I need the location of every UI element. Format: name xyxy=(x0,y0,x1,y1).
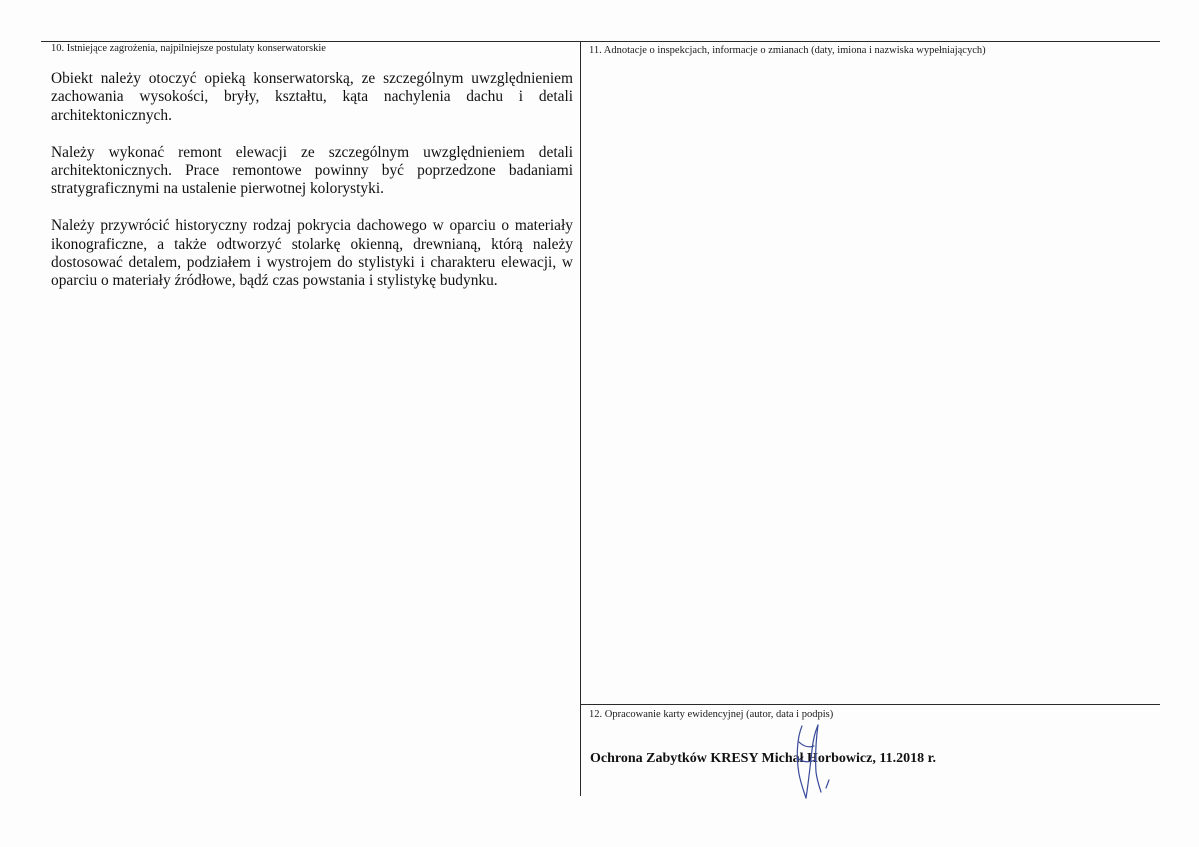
top-border-line xyxy=(41,41,1160,42)
section-10-paragraph-1: Obiekt należy otoczyć opieką konserwatorską, ze szczególnym uwzględnieniem zachowania wysokości, bryły, kształtu, kąta nachylenia dachu i detali architektonicznych. xyxy=(51,70,573,124)
section-10-paragraph-3: Należy przywrócić historyczny rodzaj pokrycia dachowego w oparciu o materiały ikonograficzne, a także odtworzyć stolarkę okienną, drewnianą, którą należy dostosować detalem, podziałem i wystrojem do stylistyki i charakteru elewacji, w oparciu o materiały źródłowe, bądź czas powstania i stylistykę budynku. xyxy=(51,217,573,290)
section-10-paragraph-2: Należy wykonać remont elewacji ze szczególnym uwzględnieniem detali architektonicznych. Prace remontowe powinny być poprzedzone badaniami stratygraficznymi na ustalenie pierwotnej kolorystyki. xyxy=(51,143,573,198)
section-10-body xyxy=(51,70,573,309)
section-12-top-line xyxy=(580,704,1160,705)
author-line: Ochrona Zabytków KRESY Michał Horbowicz, 11.2018 r. xyxy=(590,751,937,766)
column-divider-line xyxy=(580,41,581,796)
section-12-label: 12. Opracowanie karty ewidencyjnej (autor, data i podpis) xyxy=(589,709,834,720)
section-11-label: 11. Adnotacje o inspekcjach, informacje o zmianach (daty, imiona i nazwiska wypełniających) xyxy=(589,45,986,56)
section-10-label: 10. Istniejące zagrożenia, najpilniejsze postulaty konserwatorskie xyxy=(51,43,326,54)
handwritten-signature xyxy=(788,722,836,800)
